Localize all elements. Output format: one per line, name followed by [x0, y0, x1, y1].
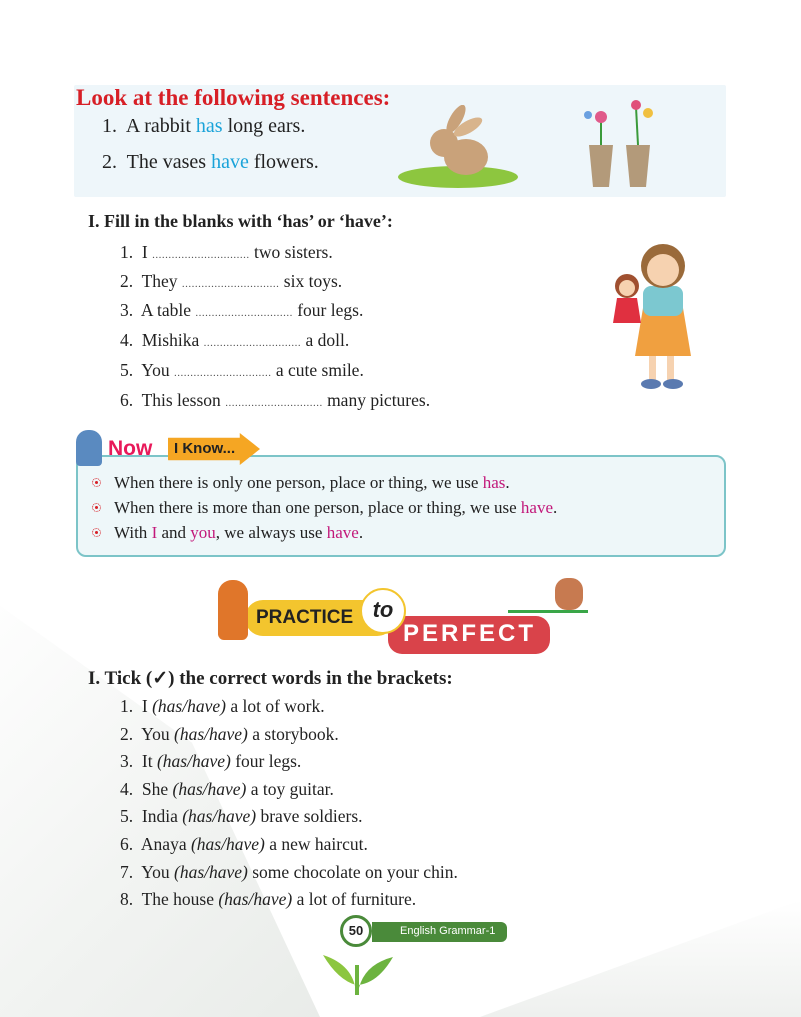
- tick-item: 5. India (has/have) brave soldiers.: [120, 806, 363, 826]
- tick-item: 2. You (has/have) a storybook.: [120, 724, 339, 744]
- blank[interactable]: ..............................: [225, 397, 323, 409]
- example-sentence: 2. The vases have flowers.: [102, 151, 319, 173]
- rule-item: When there is more than one person, place or thing, we use have.: [114, 498, 557, 518]
- tick-item: 1. I (has/have) a lot of work.: [120, 696, 325, 716]
- girl-sitting-illustration: [555, 578, 583, 610]
- bullet-icon: [92, 503, 101, 512]
- boy-reading-illustration: [218, 580, 248, 640]
- blank[interactable]: ..............................: [203, 337, 302, 349]
- options[interactable]: (has/have): [156, 751, 231, 771]
- options[interactable]: (has/have): [174, 724, 248, 744]
- fill-item: 5. You .............................. a cute smile.: [120, 360, 364, 380]
- perfect-label: PERFECT: [403, 620, 537, 647]
- now-label: Now: [108, 437, 153, 460]
- fill-item: 1. I .............................. two sisters.: [120, 242, 333, 262]
- decorative-line: [508, 610, 588, 613]
- practice-label: PRACTICE: [256, 607, 354, 628]
- girl-with-doll-illustration: [605, 236, 695, 392]
- rule-item: When there is only one person, place or thing, we use has.: [114, 473, 510, 493]
- options[interactable]: (has/have): [152, 696, 226, 716]
- options[interactable]: (has/have): [174, 862, 248, 882]
- blank[interactable]: ..............................: [174, 367, 272, 379]
- now-i-know-box: [76, 455, 726, 557]
- i-know-label: I Know...: [174, 440, 236, 457]
- example-sentence: 1. A rabbit has long ears.: [102, 115, 306, 137]
- example-box: [74, 85, 726, 197]
- options[interactable]: (has/have): [182, 806, 257, 826]
- tick-item: 7. You (has/have) some chocolate on your chin.: [120, 862, 458, 882]
- bullet-icon: [92, 528, 101, 537]
- fill-blanks-heading: I. Fill in the blanks with ‘has’ or ‘have’:: [88, 211, 393, 231]
- tick-item: 3. It (has/have) four legs.: [120, 751, 302, 771]
- boy-with-pencil-icon: [76, 430, 102, 466]
- options[interactable]: (has/have): [218, 889, 293, 909]
- blank[interactable]: ..............................: [195, 307, 293, 319]
- rule-item: With I and you, we always use have.: [114, 523, 363, 543]
- fill-item: 4. Mishika .............................. a doll.: [120, 330, 350, 350]
- rabbit-illustration: [396, 105, 526, 190]
- flower-vases-illustration: [574, 95, 669, 190]
- fill-item: 3. A table .............................. four legs.: [120, 300, 364, 320]
- blank[interactable]: ..............................: [152, 249, 250, 261]
- tick-item: 6. Anaya (has/have) a new haircut.: [120, 834, 368, 854]
- fill-item: 6. This lesson .............................. many pictures.: [120, 390, 431, 410]
- blank[interactable]: ..............................: [181, 278, 280, 290]
- fill-item: 2. They .............................. six toys.: [120, 271, 343, 291]
- section-title: Look at the following sentences:: [76, 85, 391, 110]
- page-number: 50: [340, 915, 372, 947]
- to-label: to: [360, 588, 406, 634]
- background-leaf: [480, 900, 801, 1017]
- options[interactable]: (has/have): [172, 779, 247, 799]
- tick-item: 4. She (has/have) a toy guitar.: [120, 779, 334, 799]
- book-title: English Grammar-1: [400, 925, 496, 937]
- tick-heading: I. Tick (✓) the correct words in the brackets:: [88, 668, 453, 689]
- options[interactable]: (has/have): [190, 834, 265, 854]
- bullet-icon: [92, 478, 101, 487]
- tick-item: 8. The house (has/have) a lot of furniture.: [120, 889, 417, 909]
